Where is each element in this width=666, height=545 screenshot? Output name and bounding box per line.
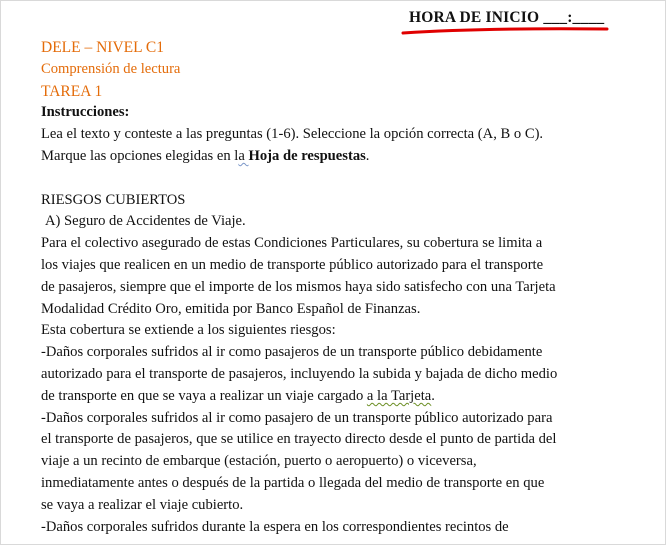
body-line: se vaya a realizar el viaje cubierto. [41,496,244,513]
body-line: viaje a un recinto de embarque (estación, puerto o aeropuerto) o viceversa, [41,453,477,470]
body-line: autorizado para el transporte de pasajeros, incluyendo la subida y bajada de dicho medio [41,365,558,382]
body-line: Para el colectivo asegurado de estas Condiciones Particulares, su cobertura se limita a [41,235,543,252]
body-line: inmediatamente antes o después de la partida o llegada del medio de transporte en que [41,474,545,491]
document-content [41,37,641,538]
body-line: el transporte de pasajeros, que se utilice en trayecto directo desde el punto de partida del [41,431,557,448]
body-line: los viajes que realicen en un medio de transporte público autorizado para el transporte [41,256,544,273]
body-line: de pasajeros, siempre que el importe de los mismos haya sido satisfecho con una Tarjeta [41,278,556,295]
body-line-text: de transporte en que se vaya a realizar un viaje cargado [41,387,367,404]
instructions-heading: Instrucciones: [41,104,130,121]
instructions-line-2 [41,146,641,168]
grammar-mark: a la Tarjeta [366,387,432,404]
exam-section: Comprensión de lectura [41,60,181,77]
body-line-marked [41,386,641,408]
body-title: RIESGOS CUBIERTOS [41,191,186,208]
instructions-line-2-end: . [365,147,370,164]
body-line: -Daños corporales sufridos al ir como pasajeros de un transporte público debidamente [41,344,543,361]
exam-title: DELE – NIVEL C1 [41,39,164,56]
body-line-end: . [431,387,435,404]
exam-task: TAREA 1 [41,82,103,100]
instructions-line-2-text: Marque las opciones elegidas en l [41,147,239,164]
body-line: Modalidad Crédito Oro, emitida por Banco Español de Finanzas. [41,300,421,317]
start-time-label: HORA DE INICIO ___:____ [409,9,605,26]
body-line: -Daños corporales sufridos al ir como pasajero de un transporte público autorizado para [41,409,553,426]
instructions-line-1: Lea el texto y conteste a las preguntas (1-6). Seleccione la opción correcta (A, B o C). [41,126,544,143]
body-line: -Daños corporales sufridos durante la espera en los correspondientes recintos de [41,518,509,535]
body-subtitle: A) Seguro de Accidentes de Viaje. [45,213,246,230]
spellcheck-mark: a [238,147,249,164]
body-line: Esta cobertura se extiende a los siguientes riesgos: [41,322,336,339]
answer-sheet-label: Hoja de respuestas [248,147,366,164]
blank-line [41,168,641,190]
